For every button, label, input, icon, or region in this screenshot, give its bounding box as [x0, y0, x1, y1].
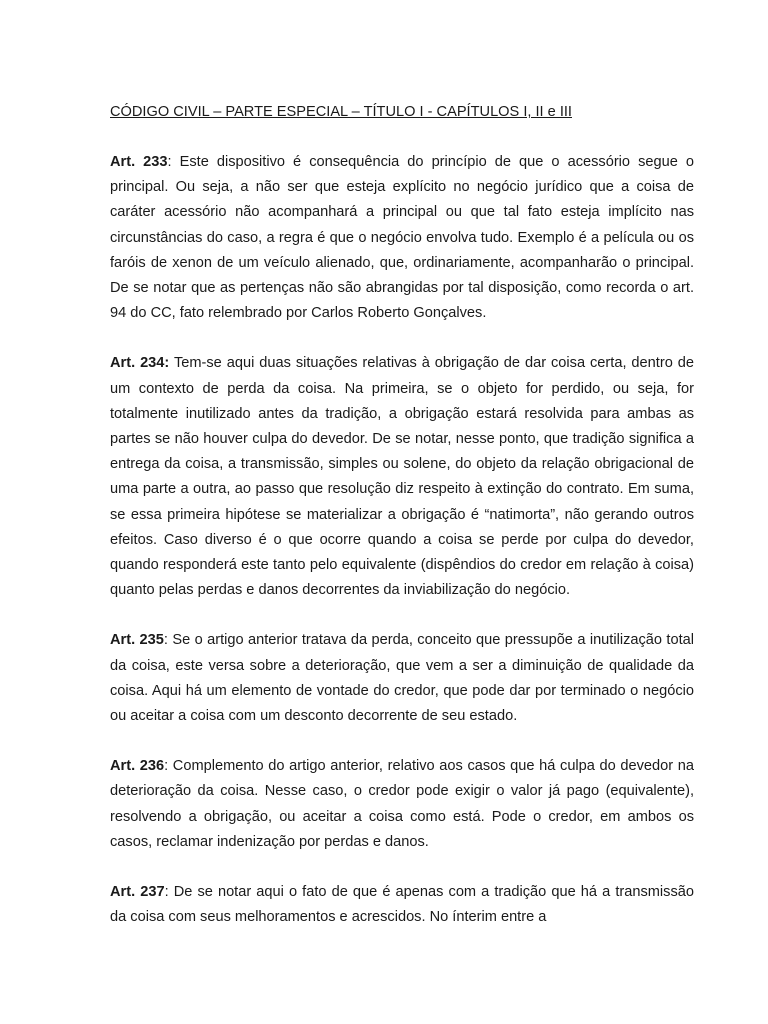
article-233-paragraph [110, 150, 694, 326]
article-234-text: Tem-se aqui duas situações relativas à obrigação de dar coisa certa, dentro de um contexto de perda da coisa. Na primeira, se o objeto for perdido, ou seja, for totalmente inutilizado antes da tradição, a obrigação estará resolvida para ambas as partes se não houver culpa do devedor. De se notar, nesse ponto, que tradição significa a entrega da coisa, a transmissão, simples ou solene, do objeto da relação obrigacional de uma parte a outra, ao passo que resolução diz respeito à extinção do contrato. Em suma, se essa primeira hipótese se materializar a obrigação é “natimorta”, não gerando outros efeitos. Caso diverso é o que ocorre quando a coisa se perde por culpa do devedor, quando responderá este tanto pelo equivalente (dispêndios do credor em relação à coisa) quanto pelas perdas e danos decorrentes da inviabilização do negócio. [110, 355, 694, 599]
article-236-text: : Complemento do artigo anterior, relativo aos casos que há culpa do devedor na deterioração da coisa. Nesse caso, o credor pode exigir o valor já pago (equivalente), resolvendo a obrigação, ou aceitar a coisa como está. Pode o credor, em ambos os casos, reclamar indenização por perdas e danos. [110, 758, 694, 850]
article-233-text: : Este dispositivo é consequência do princípio de que o acessório segue o principal. Ou seja, a não ser que esteja explícito no negócio jurídico que a coisa de caráter acessório não acompanhará a principal ou que tal fato esteja implícito nas circunstâncias do caso, a regra é que o negócio envolva tudo. Exemplo é a película ou os faróis de xenon de um veículo alienado, que, ordinariamente, acompanharão o principal. De se notar que as pertenças não são abrangidas por tal disposição, como recorda o art. 94 do CC, fato relembrado por Carlos Roberto Gonçalves. [110, 154, 694, 322]
article-237-text: : De se notar aqui o fato de que é apenas com a tradição que há a transmissão da coisa com seus melhoramentos e acrescidos. No ínterim entre a [110, 884, 694, 926]
document-heading: CÓDIGO CIVIL – PARTE ESPECIAL – TÍTULO I - CAPÍTULOS I, II e III [110, 104, 572, 120]
article-234-paragraph [110, 351, 694, 603]
article-235-paragraph [110, 628, 694, 729]
article-235-text: : Se o artigo anterior tratava da perda, conceito que pressupõe a inutilização total da coisa, este versa sobre a deterioração, que vem a ser a diminuição de qualidade da coisa. Aqui há um elemento de vontade do credor, que pode dar por terminado o negócio ou aceitar a coisa com um desconto decorrente de seu estado. [110, 632, 695, 725]
article-236-label: Art. 236 [110, 758, 165, 775]
article-237-paragraph [110, 880, 694, 930]
article-236-paragraph [110, 754, 694, 855]
article-235-label: Art. 235 [110, 632, 164, 649]
article-234-label: Art. 234: [110, 355, 170, 372]
article-237-label: Art. 237 [110, 884, 165, 901]
document-page [110, 100, 694, 955]
article-233-label: Art. 233 [110, 154, 168, 170]
